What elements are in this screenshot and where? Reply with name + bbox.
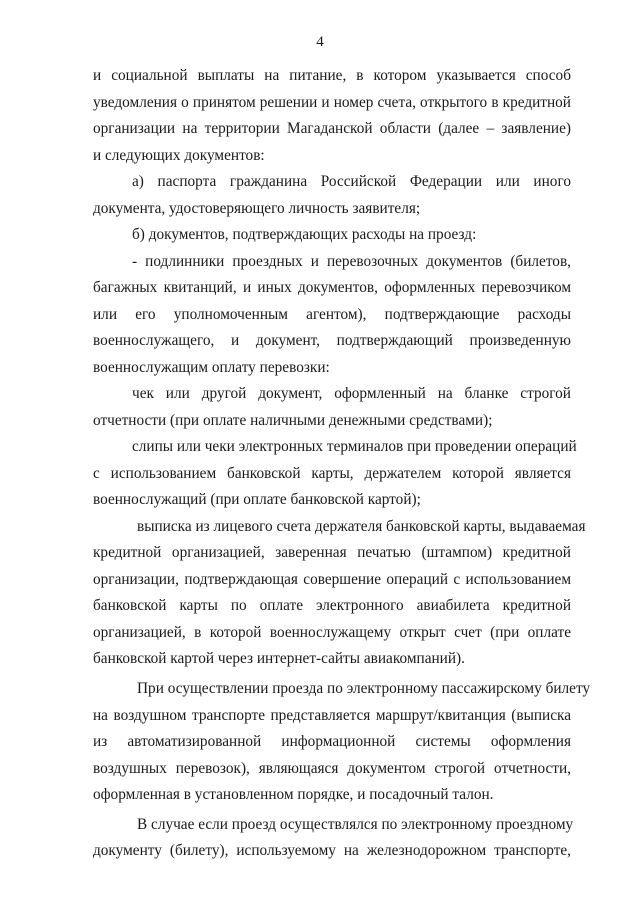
text-line: организации, подтверждающая совершение операций с использованием	[93, 571, 571, 588]
text-line: В случае если проезд осуществлялся по электронному проездному	[137, 816, 574, 833]
text-line: банковской картой через интернет-сайты авиакомпаний).	[93, 650, 465, 667]
text-line: организацией, в которой военнослужащему открыт счет (при оплате	[93, 624, 571, 641]
text-line: багажных квитанций, и иных документов, оформленных перевозчиком	[93, 279, 571, 296]
text-line: военнослужащим оплату перевозки:	[93, 359, 330, 376]
text-line: и социальной выплаты на питание, в котором указывается способ	[93, 67, 571, 84]
text-line: на воздушном транспорте представляется маршрут/квитанция (выписка	[93, 707, 571, 724]
text-line: банковской карты по оплате электронного авиабилета кредитной	[93, 597, 571, 614]
text-line: документу (билету), используемому на железнодорожном транспорте,	[93, 842, 571, 859]
text-line: отчетности (при оплате наличными денежными средствами);	[93, 412, 493, 429]
text-line: - подлинники проездных и перевозочных документов (билетов,	[132, 253, 571, 270]
text-line: военнослужащий (при оплате банковской картой);	[93, 491, 421, 508]
text-line: уведомления о принятом решении и номер счета, открытого в кредитной	[93, 94, 571, 111]
text-line: с использованием банковской карты, держателем которой является	[93, 465, 571, 482]
text-line: из автоматизированной информационной системы оформления	[93, 733, 571, 750]
text-line: документа, удостоверяющего личность заявителя;	[93, 200, 421, 217]
text-line: организации на территории Магаданской области (далее – заявление)	[93, 120, 571, 137]
text-line: При осуществлении проезда по электронному пассажирскому билету	[137, 680, 591, 697]
text-line: слипы или чеки электронных терминалов при проведении операций	[132, 438, 577, 455]
text-line: а) паспорта гражданина Российской Федерации или иного	[132, 173, 571, 190]
text-line: чек или другой документ, оформленный на бланке строгой	[132, 385, 571, 402]
text-line: выписка из лицевого счета держателя банковской карты, выдаваемая	[137, 518, 586, 535]
text-line: оформленная в установленном порядке, и посадочный талон.	[93, 786, 494, 803]
text-line: кредитной организацией, заверенная печатью (штампом) кредитной	[93, 544, 571, 561]
text-line: или его уполномоченным агентом), подтверждающие расходы	[93, 306, 571, 323]
text-line: и следующих документов:	[93, 147, 265, 164]
text-line: военнослужащего, и документ, подтверждающий произведенную	[93, 332, 571, 349]
page-number: 4	[316, 34, 324, 50]
text-line: воздушных перевозок), являющаяся документом строгой отчетности,	[93, 760, 571, 777]
text-line: б) документов, подтверждающих расходы на проезд:	[132, 226, 477, 243]
